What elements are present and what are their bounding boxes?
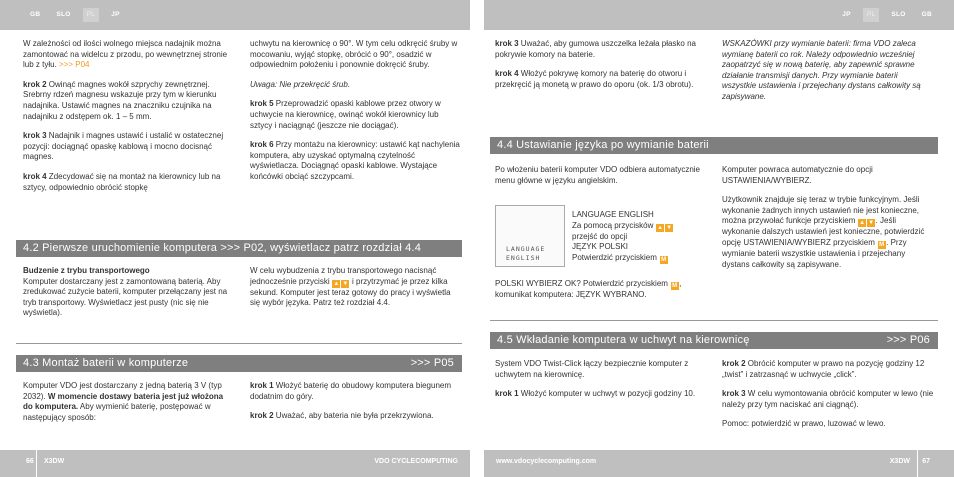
m-button-icon: M [661,256,667,263]
left-top-column-2 [250,39,460,192]
website-link[interactable]: www.vdocyclecomputing.com [496,458,597,465]
section-title: 4.2 Pierwsze uruchomienie komputera >>> P02, wyświetlacz patrz rozdział 4.4 [23,242,422,254]
paragraph [722,195,934,270]
text: W celu wymontowania obrócić komputer w lewo (nie należy przy tym naciskać ani ciągnąć). [722,389,934,409]
section-title: 4.4 Ustawianie języka po wymianie baterii [497,139,709,151]
step-label: krok 3 [23,131,47,141]
page-ref: >>> P05 [410,357,454,369]
lang-tab-pl[interactable]: PL [863,8,880,22]
section-4-4-confirm [495,279,707,301]
language-steps [572,210,712,264]
text: Owinąć magnes wokół szprychy zewnętrznej. Srebrny rdzeń magnesu wskazuje przy tym w kierunku nadajnika. Ustawić magnes na znaczniku czujnika na nadajniku z odstępem ok. 1 – 5 mm. [23,79,217,121]
right-footer-bar [484,450,954,477]
warning-note: Uwaga: Nie przekręcić śrub. [250,79,351,89]
m-button-icon: M [672,283,678,289]
down-button-icon: ▼ [868,220,875,227]
section-title: 4.3 Montaż baterii w komputerze [23,357,189,369]
section-4-3-column-2 [250,381,458,431]
paragraph [250,140,460,182]
left-header-bar [0,0,470,30]
paragraph [495,39,703,60]
page-number: 66 [26,458,34,465]
text: . Przy wymianie baterii wszystkie ustawienia i przejechany dystans całkowity są zapisywane. [722,237,907,269]
help-note: Pomoc: potwierdzić w prawo, luzować w lewo. [722,419,886,429]
step-label: krok 2 [23,79,47,89]
step-label: krok 3 [722,389,746,399]
section-4-2-column-2 [250,266,458,309]
lang-tab-jp[interactable]: JP [111,11,120,18]
lang-tab-gb[interactable]: GB [30,11,41,18]
text-line [572,221,712,232]
text: Użytkownik znajduje się teraz w trybie funkcyjnym. Jeśli wykonanie żadnych innych ustawień nie jest konieczne, można przywołać funkcje przyciskiem [722,195,920,226]
text: Uważać, aby bateria nie była przekrzywiona. [273,411,434,421]
text: Włożyć pokrywę komory na baterię do otworu i przekręcić ją monetą w prawo do oporu (ok. 1/3 obrotu). [495,69,694,89]
text: W celu wybudzenia z trybu transportowego nacisnąć jednocześnie przyciski [250,266,437,286]
down-button-icon: ▼ [342,280,349,287]
paragraph [722,359,934,380]
text: Przeprowadzić opaski kablowe przez otwory w uchwycie na kierownicę, owinąć wokół kierownicy lub sztycy i naciągnąć (jeszcze nie dociągać). [250,99,441,130]
model-name: X3DW [44,458,65,465]
lang-tab-gb[interactable]: GB [921,11,932,18]
left-language-tabs [22,8,128,22]
page-ref: >>> P06 [886,334,930,346]
text: . Jeśli wykonanie dalszych ustawień jest konieczne, potwierdzić opcję USTAWIENIA/WYBIERZ przyciskiem [722,216,925,247]
text: Komputer dostarczany jest z zamontowaną baterią. Aby zredukować zużycie baterii, komputer przełączany jest na tryb transportowy. Wyświetlacz jest pusty (nic się nie wyświetla). [23,276,228,318]
paragraph [23,131,233,163]
paragraph [495,69,703,90]
lang-tab-slo[interactable]: SLO [56,11,71,18]
text: Włożyć baterię do obudowy komputera biegunem dodatnim do góry. [250,381,452,401]
divider [490,320,938,321]
step-label: krok 6 [250,140,274,150]
section-heading-4-2 [16,240,462,257]
page-ref: >>> P04 [59,60,90,70]
section-4-2-column-1 [23,266,233,319]
section-4-4-column-2 [722,165,934,279]
section-title: 4.5 Wkładanie komputera w uchwyt na kierownicę [497,334,750,346]
step-label: krok 2 [250,411,274,421]
text: Obrócić komputer w prawo na pozycję godziny 12 „twist” i zatrzasnąć w uchwycie „click”. [722,359,925,379]
text: LANGUAGE ENGLISH [572,210,654,219]
text: Włożyć komputer w uchwyt w pozycji godziny 10. [518,389,696,399]
up-button-icon: ▲ [333,280,340,287]
paragraph: Komputer powraca automatycznie do opcji USTAWIENIA/WYBIERZ. [722,165,873,185]
step-label: krok 2 [722,359,746,368]
paragraph: uchwytu na kierownicę o 90°. W tym celu odkręcić śruby w mocowaniu, wyjąć stopkę, obrócić o 90°, osadzić w odpowiednim położeniu i ponownie dokręcić śruby. [250,39,458,70]
step-label: krok 1 [495,389,519,399]
text: W zależności od ilości wolnego miejsca nadajnik można zamontować na widelcu z przodu, po wewnętrznej stronie lub z tyłu. [23,39,228,70]
paragraph: System VDO Twist-Click łączy bezpiecznie komputer z uchwytem na kierownicę. [495,359,689,379]
paragraph [23,172,233,193]
lang-tab-slo[interactable]: SLO [891,11,906,18]
right-top-column-2 [722,39,930,103]
section-heading-4-4 [490,137,938,154]
paragraph [250,99,460,131]
text: JĘZYK POLSKI [572,242,629,252]
left-footer-bar [0,450,470,477]
section-4-3-column-1 [23,381,233,423]
lcd-display-image [495,205,565,267]
text: przejść do opcji [572,231,628,241]
up-button-icon: ▲ [859,220,866,227]
text: Przy montażu na kierownicy: ustawić kąt nachylenia komputera, aby uzyskać optymalną czytelność wyświetlacza. Dociągnąć opaski kablowe. Wystające końcówki obciąć szczypcami. [250,140,460,181]
section-4-4-intro [495,165,705,186]
lang-tab-jp[interactable]: JP [842,11,851,18]
text: Uważać, aby gumowa uszczelka leżała płasko na pokrywie komory na baterie. [495,39,696,59]
paragraph [23,80,233,122]
subheading: Budzenie z trybu transportowego [23,266,150,275]
section-heading-4-3 [16,355,462,372]
text: Zdecydować się na montaż na kierownicy lub na sztycy, odpowiednio obrócić stopkę [23,171,221,192]
text: i przytrzymać je przez kilka sekund. Komputer jest teraz gotowy do pracy i wyświetla się wybór języka. Patrz też rozdział 4.4. [250,276,451,308]
lcd-line: ENGLISH [506,254,541,262]
section-heading-4-5 [490,332,938,349]
step-label: krok 5 [250,99,274,109]
text: Potwierdzić przyciskiem [572,252,660,262]
left-top-column-1 [23,39,233,202]
page-number: 67 [922,458,930,465]
text: Aby wymienić baterię, postępować w następujący sposób: [23,402,211,422]
down-button-icon: ▼ [666,224,673,231]
right-header-bar [484,0,954,30]
lcd-line: LANGUAGE [506,245,546,253]
paragraph [23,39,233,71]
paragraph [495,389,705,400]
divider [16,343,462,344]
step-label: krok 4 [495,69,519,79]
text: , komunikat komputera: JĘZYK WYBRANO. [495,279,682,299]
text: Za pomocą przycisków [572,220,656,230]
text: Po włożeniu baterii komputer VDO odbiera automatycznie menu główne w języku angielskim. [495,165,700,185]
step-label: krok 3 [495,39,519,48]
right-language-tabs [834,8,940,22]
step-label: krok 4 [23,171,47,181]
text: Komputer VDO jest dostarczany z jedną baterią 3 V (typ 2032). [23,381,222,401]
step-label: krok 1 [250,381,274,390]
paragraph [250,411,458,422]
section-4-5-column-1 [495,359,705,409]
text: POLSKI WYBIERZ OK? Potwierdzić przyciskiem [495,279,671,288]
right-top-column-1 [495,39,703,99]
text: Nadajnik i magnes ustawić i ustalić w ostatecznej pozycji: dociągnąć opaskę kablową i mocno docisnąć magnes. [23,131,224,162]
paragraph [250,381,458,402]
paragraph [722,389,934,410]
m-button-icon: M [879,241,885,248]
lang-tab-pl[interactable]: PL [83,8,100,22]
section-4-5-column-2 [722,359,934,439]
battery-tips: WSKAZÓWKI przy wymianie baterii: firma VDO zaleca wymianę baterii co rok. Należy odpowiednio wcześniej zaopatrzyć się w nową baterię, aby zapewnić sprawne działanie transmisji danych. Przy wymianie baterii wszystkie ustawienia i przejechany dystans całkowity są zapisywane. [722,39,921,101]
emphasis: W momencie dostawy bateria jest już włożona do komputera. [23,391,224,412]
up-button-icon: ▲ [657,224,664,231]
brand-name: VDO CYCLECOMPUTING [374,458,458,465]
text-line [572,253,712,264]
model-name: X3DW [889,458,910,465]
